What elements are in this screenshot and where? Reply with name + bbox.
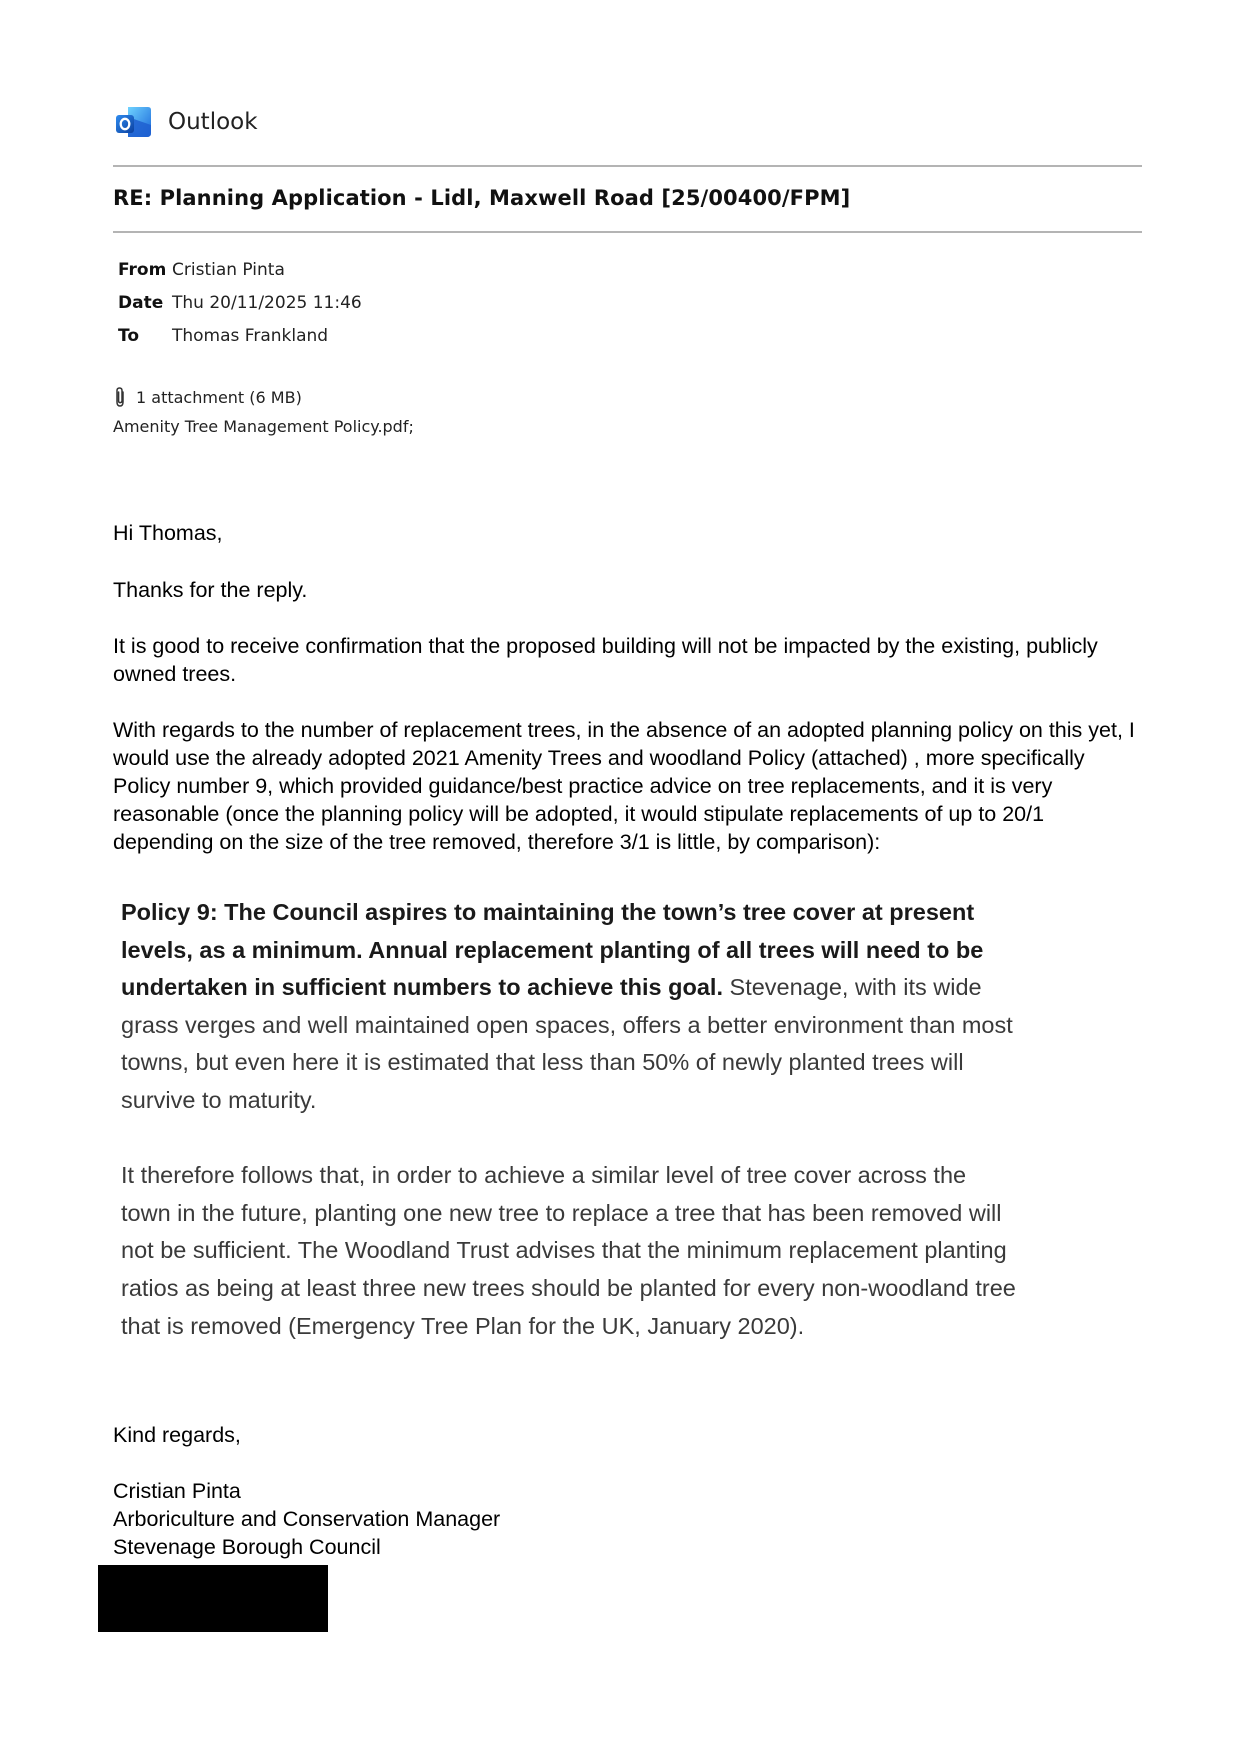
thanks-line: Thanks for the reply.	[113, 578, 308, 602]
attachment-summary-row	[113, 382, 414, 412]
date-label: Date	[118, 292, 164, 313]
signature-organization: Stevenage Borough Council	[113, 1535, 381, 1559]
date-value: Thu 20/11/2025 11:46	[172, 292, 362, 313]
redaction-block	[98, 1565, 328, 1632]
from-row	[118, 253, 362, 286]
outlook-logo-icon	[114, 103, 152, 141]
signature-title: Arboriculture and Conservation Manager	[113, 1507, 501, 1531]
app-title: Outlook	[168, 109, 258, 135]
app-header	[114, 100, 258, 144]
closing: Kind regards,	[113, 1423, 241, 1447]
attachment-summary: 1 attachment (6 MB)	[136, 387, 302, 407]
body-paragraph-1: It is good to receive confirmation that the proposed building will not be impacted by the existing, publicly owned trees.	[113, 634, 1098, 686]
to-value[interactable]: Thomas Frankland	[172, 325, 329, 346]
policy-heading: Policy 9: The Council aspires to maintaining the town’s tree cover at present levels, as a minimum. Annual replacement planting of all trees will need to be undertaken in sufficient numbers to achieve this goal.	[121, 899, 984, 1001]
date-row	[118, 286, 362, 319]
greeting: Hi Thomas,	[113, 521, 223, 545]
attachments	[113, 382, 414, 442]
from-value[interactable]: Cristian Pinta	[172, 259, 285, 280]
header-divider	[113, 165, 1142, 167]
body-paragraph-2: With regards to the number of replacement trees, in the absence of an adopted planning policy on this yet, I would use the already adopted 2021 Amenity Trees and woodland Policy (attached) , more specifically Policy number 9, which provided guidance/best practice advice on tree replacements, and it is very reasonable (once the planning policy will be adopted, it would stipulate replacements of up to 20/1 depending on the size of the tree removed, therefore 3/1 is little, by comparison):	[113, 718, 1135, 854]
quote-spacer	[121, 1120, 1021, 1158]
policy-text-2: It therefore follows that, in order to achieve a similar level of tree cover across the town in the future, planting one new tree to replace a tree that has been removed will not be sufficient. The Woodland Trust advises that the minimum replacement planting ratios as being at least three new trees should be planted for every non-woodland tree that is removed (Emergency Tree Plan for the UK, January 2020).	[121, 1162, 1016, 1339]
policy-text-1: Stevenage, with its wide grass verges and well maintained open spaces, offers a better environment than most towns, but even here it is estimated that less than 50% of newly planted trees will survive to maturity.	[121, 974, 1013, 1113]
policy-quote	[121, 894, 1021, 1345]
paperclip-icon	[113, 386, 127, 408]
email-meta	[118, 253, 362, 352]
to-row	[118, 319, 362, 352]
to-label: To	[118, 325, 140, 346]
signature-name: Cristian Pinta	[113, 1479, 241, 1503]
subject-divider	[113, 231, 1142, 233]
from-label: From	[118, 259, 167, 280]
email-subject: RE: Planning Application - Lidl, Maxwell Road [25/00400/FPM]	[113, 186, 851, 210]
signature	[113, 1477, 500, 1561]
attachment-file[interactable]: Amenity Tree Management Policy.pdf;	[113, 417, 414, 436]
